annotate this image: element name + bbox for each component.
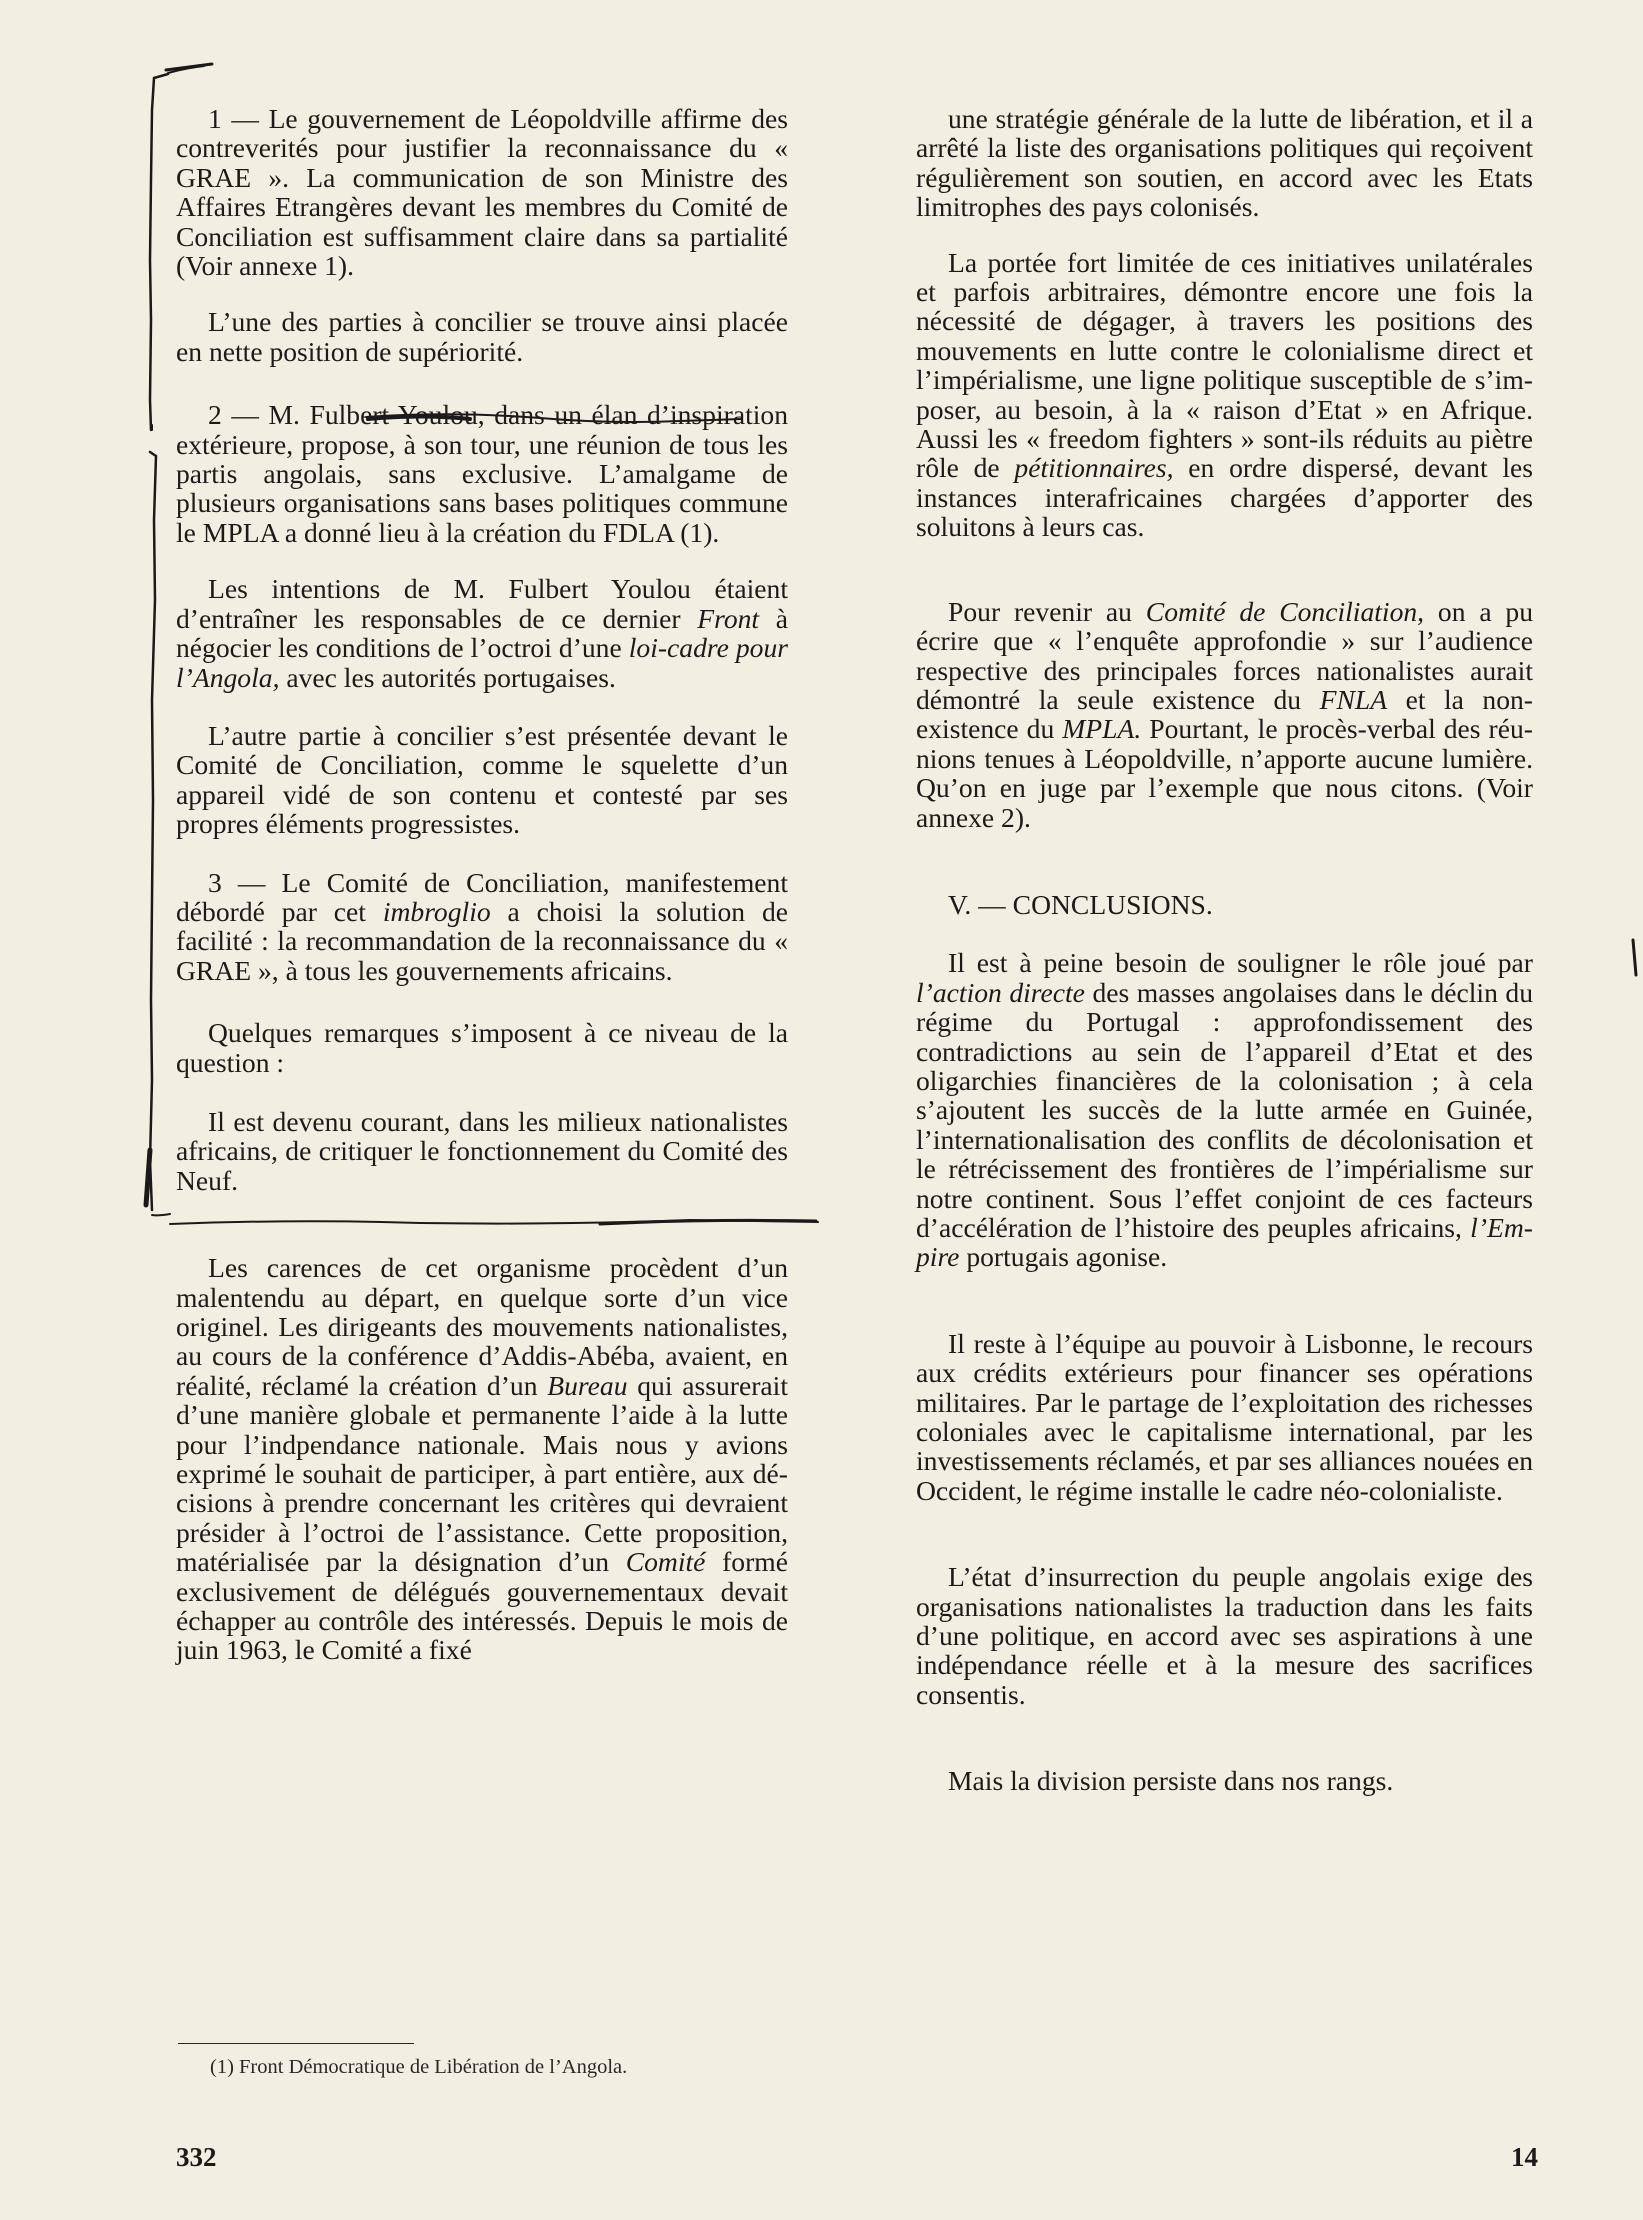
footnote-rule [178, 2043, 414, 2044]
text-run: Les intentions de M. Fulbert Youlou étaient d’entraîner les responsables de ce dernier [176, 573, 788, 634]
right-paragraph-5 [916, 1329, 1533, 1505]
right-column [916, 104, 1533, 1796]
text-run: La portée fort limitée de ces initiatives unilatérales et parfois arbitraires, démontre encore une fois la nécessité de dégager, à travers les positions des mouvements en lutte contre le colonialisme direct et l’impérialisme, une ligne politique susceptible de s’imposer, au besoin, à la « raison d’Etat » en Afrique. Aussi les « freedom fighters » sont-ils réduits au piètre rôle de [916, 246, 1533, 484]
text-run: V. — CONCLUSIONS. [948, 888, 1213, 920]
left-paragraph-3 [176, 400, 788, 547]
text-run: Il est à peine besoin de souligner le rôle joué par [948, 947, 1533, 979]
text-run: on a pu écrire que « l’enquête approfondie » sur l’audience respective des principales forces nationalistes aurait démontré la seule existence du [916, 595, 1533, 715]
text-run: L’une des parties à concilier se trouve ainsi placée en nette position de supériorité. [176, 306, 788, 367]
italic-run: MPLA. [1062, 713, 1142, 745]
text-run: L’état d’insurrection du peuple angolais exige des organisations nationalistes la traduction dans les faits d’une politique, en accord avec ses aspirations à une indépendance réelle et à la mesure des sacrifices consentis. [916, 1561, 1533, 1710]
italic-run: Front [697, 602, 760, 634]
text-run: 1 — Le gouvernement de Léopoldville affirme des contreverités pour justifier la reconnaissance du « GRAE ». La communication de son Ministre des Affaires Etrangères devant les membres du Comité de Conciliation est suffisamment claire dans sa partialité (Voir annexe 1). [176, 103, 788, 282]
italic-run: loi-cadre pour l’Angola, [176, 632, 788, 693]
italic-run: l’Empire [916, 1212, 1533, 1273]
left-paragraph-8 [176, 1107, 788, 1195]
text-run: une stratégie générale de la lutte de libération, et il a arrêté la liste des organisations politiques qui reçoivent régulièrement son soutien, en accord avec les Etats limitrophes des pays colonisés. [916, 103, 1533, 223]
italic-run: Comité [625, 1546, 706, 1578]
right-paragraph-4 [916, 948, 1533, 1271]
text-run: et la non-existence du [916, 683, 1533, 745]
italic-run: Bureau [547, 1369, 628, 1401]
text-run: à négocier les conditions de l’octroi d’une [176, 602, 788, 664]
right-paragraph-3 [916, 597, 1533, 832]
text-run: Pour revenir au [948, 595, 1146, 627]
text-run: Il reste à l’équipe au pouvoir à Lisbonne, le recours aux crédits extérieurs pour financer ses opérations militaires. Par le partage de l’exploitation des richesses coloniales avec le capitalisme international, par les investissements réclamés, et par ses alliances nouées en Occident, le régime installe le cadre néo-colonialiste. [916, 1327, 1533, 1506]
text-run: L’autre partie à concilier s’est présentée devant le Comité de Conciliation, comme le squelette d’un appareil vidé de son contenu et contesté par ses propres éléments progressistes. [176, 719, 788, 840]
italic-run: imbroglio [382, 895, 491, 927]
italic-run: l’action directe [916, 976, 1085, 1008]
text-run: Mais la division persiste dans nos rangs. [948, 1765, 1394, 1797]
text-run: 2 — M. Fulbert Youlou, dans un élan d’inspiration extérieure, propose, à son tour, une réunion de tous les partis angolais, sans exclusive. L’amalgame de plusieurs organisations sans bases politiques commune le MPLA a donné lieu à la création du FDLA (1). [176, 399, 788, 548]
text-run: portugais agonise. [959, 1241, 1168, 1273]
section-heading-conclusions [916, 890, 1533, 919]
right-paragraph-2 [916, 248, 1533, 542]
page-number-right: 14 [1511, 2142, 1538, 2172]
right-paragraph-7 [916, 1766, 1533, 1795]
text-run: qui assurerait d’une manière globale et permanente l’aide à la lutte pour l’indpendance nationale. Mais nous y avions exprimé le souhait de participer, à part entière, aux décisions à prendre concernant les critères qui devraient présider à l’octroi de l’assistance. Cette proposition, matérialisée par la désignation d’un [176, 1369, 788, 1578]
left-paragraph-7 [176, 1018, 788, 1077]
right-paragraph-6 [916, 1562, 1533, 1709]
left-paragraph-4 [176, 574, 788, 692]
text-run: des masses angolaises dans le déclin du régime du Portugal : approfondissement des contradictions au sein de l’appareil d’Etat et des oligarchies financières de la colonisation ; à cela s’ajoutent les succès de la lutte armée en Guinée, l’internationalisation des conflits de décolonisation et le rétrécissement des frontières de l’impérialisme sur notre continent. Sous l’effet conjoint de ces facteurs d’accélération de l’histoire des peuples africains, [916, 976, 1533, 1243]
italic-run: Comité de Conciliation, [1145, 595, 1425, 627]
page-number-left: 332 [176, 2142, 217, 2172]
text-run: en ordre dispersé, devant les instances interafricaines chargées d’apporter des soluitons à leurs cas. [916, 452, 1533, 543]
text-run: avec les autorités portugaises. [279, 661, 616, 693]
text-run: Pourtant, le procès-verbal des réunions tenues à Léopoldville, n’apporte aucune lumière. Qu’on en juge par l’exemple que nous citons. (Voir annexe 2). [916, 713, 1533, 833]
left-paragraph-5 [176, 721, 788, 839]
text-run: Les carences de cet organisme procèdent d’un malentendu au départ, en quelque sorte d’un vice originel. Les dirigeants des mouvements nationalistes, au cours de la conférence d’Addis-Abéba, avaient, en réalité, réclamé la création d’un [176, 1252, 788, 1401]
left-column [176, 104, 788, 1665]
italic-run: pétitionnaires, [1014, 452, 1174, 484]
left-paragraph-6 [176, 868, 788, 986]
left-paragraph-1 [176, 104, 788, 280]
left-paragraph-2 [176, 307, 788, 366]
italic-run: FNLA [1319, 683, 1388, 715]
text-run: Il est devenu courant, dans les milieux nationalistes africains, de critiquer le fonctionnement du Comité des Neuf. [176, 1105, 788, 1196]
right-paragraph-1 [916, 104, 1533, 222]
text-run: Quelques remarques s’imposent à ce niveau de la question : [176, 1017, 788, 1078]
left-paragraph-9 [176, 1253, 788, 1665]
footnote: (1) Front Démocratique de Libération de l’Angola. [210, 2056, 628, 2078]
text-run: formé exclusivement de délégués gouvernementaux devait échapper au contrôle des intéressés. Depuis le mois de juin 1963, le Comité a fixé [176, 1546, 788, 1666]
text-run: 3 — Le Comité de Conciliation, manifestement débordé par cet [176, 866, 788, 927]
text-run: a choisi la solution de facilité : la recommandation de la reconnaissance du « GRAE », à tous les gouvernements africains. [176, 895, 788, 986]
